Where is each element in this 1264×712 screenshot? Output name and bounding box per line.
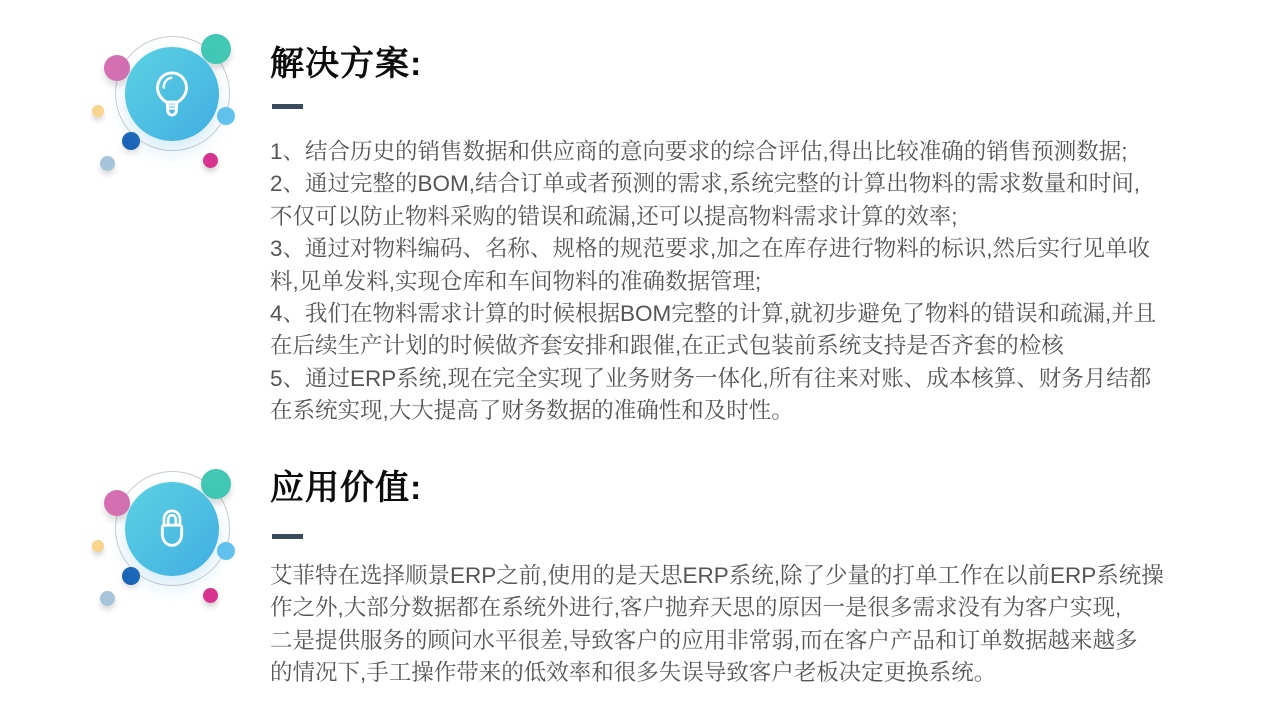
text-line: 在后续生产计划的时候做齐套安排和跟催,在正式包装前系统支持是否齐套的检核 xyxy=(270,333,1064,359)
yellow-dot xyxy=(92,105,104,117)
text-line: 不仅可以防止物料采购的错误和疏漏,还可以提高物料需求计算的效率; xyxy=(270,203,958,229)
text-line: 艾菲特在选择顺景ERP之前,使用的是天思ERP系统,除了少量的打单工作在以前ERP系统操 xyxy=(270,563,1164,588)
light-blue-dot xyxy=(217,542,235,560)
pink-dot xyxy=(104,490,130,516)
teal-dot xyxy=(201,469,231,499)
text-line: 二是提供服务的顾问水平很差,导致客户的应用非常弱,而在客户产品和订单数据越来越多 xyxy=(270,627,1138,653)
text-line: 的情况下,手工操作带来的低效率和很多失误导致客户老板决定更换系统。 xyxy=(270,660,997,686)
text-line: 料,见单发料,实现仓库和车间物料的准确数据管理; xyxy=(270,268,762,294)
value-icon-cluster xyxy=(85,455,245,615)
text-line: 2、通过完整的BOM,结合订单或者预测的需求,系统完整的计算出物料的需求数量和时间, xyxy=(270,171,1141,197)
steel-blue-dot xyxy=(100,156,115,171)
title-underline xyxy=(272,534,303,539)
pink-dot xyxy=(104,55,130,81)
text-line: 在系统实现,大大提高了财务数据的准确性和及时性。 xyxy=(270,398,794,424)
dark-blue-dot xyxy=(122,132,140,150)
solution-icon-cluster xyxy=(85,20,245,180)
value-title: 应用价值: xyxy=(270,469,423,507)
magenta-dot xyxy=(203,153,218,168)
text-line: 作之外,大部分数据都在系统外进行,客户抛弃天思的原因一是很多需求没有为客户实现, xyxy=(270,595,1122,621)
solution-text xyxy=(270,136,1156,428)
light-blue-dot xyxy=(217,107,235,125)
value-text xyxy=(270,560,1164,690)
solution-badge xyxy=(125,47,219,141)
steel-blue-dot xyxy=(100,591,115,606)
solution-title: 解决方案: xyxy=(270,45,423,83)
magenta-dot xyxy=(203,588,218,603)
dark-blue-dot xyxy=(122,567,140,585)
lightbulb-icon xyxy=(143,65,201,123)
title-underline xyxy=(272,104,303,109)
text-line: 3、通过对物料编码、名称、规格的规范要求,加之在库存进行物料的标识,然后实行见单收 xyxy=(270,236,1151,262)
text-line: 1、结合历史的销售数据和供应商的意向要求的综合评估,得出比较准确的销售预测数据; xyxy=(270,139,1128,164)
text-line: 5、通过ERP系统,现在完全实现了业务财务一体化,所有往来对账、成本核算、财务月结都 xyxy=(270,365,1152,391)
text-line: 4、我们在物料需求计算的时候根据BOM完整的计算,就初步避免了物料的错误和疏漏,并且 xyxy=(270,301,1157,327)
lock-icon xyxy=(145,502,199,556)
value-badge xyxy=(125,482,219,576)
yellow-dot xyxy=(92,540,104,552)
teal-dot xyxy=(201,34,231,64)
